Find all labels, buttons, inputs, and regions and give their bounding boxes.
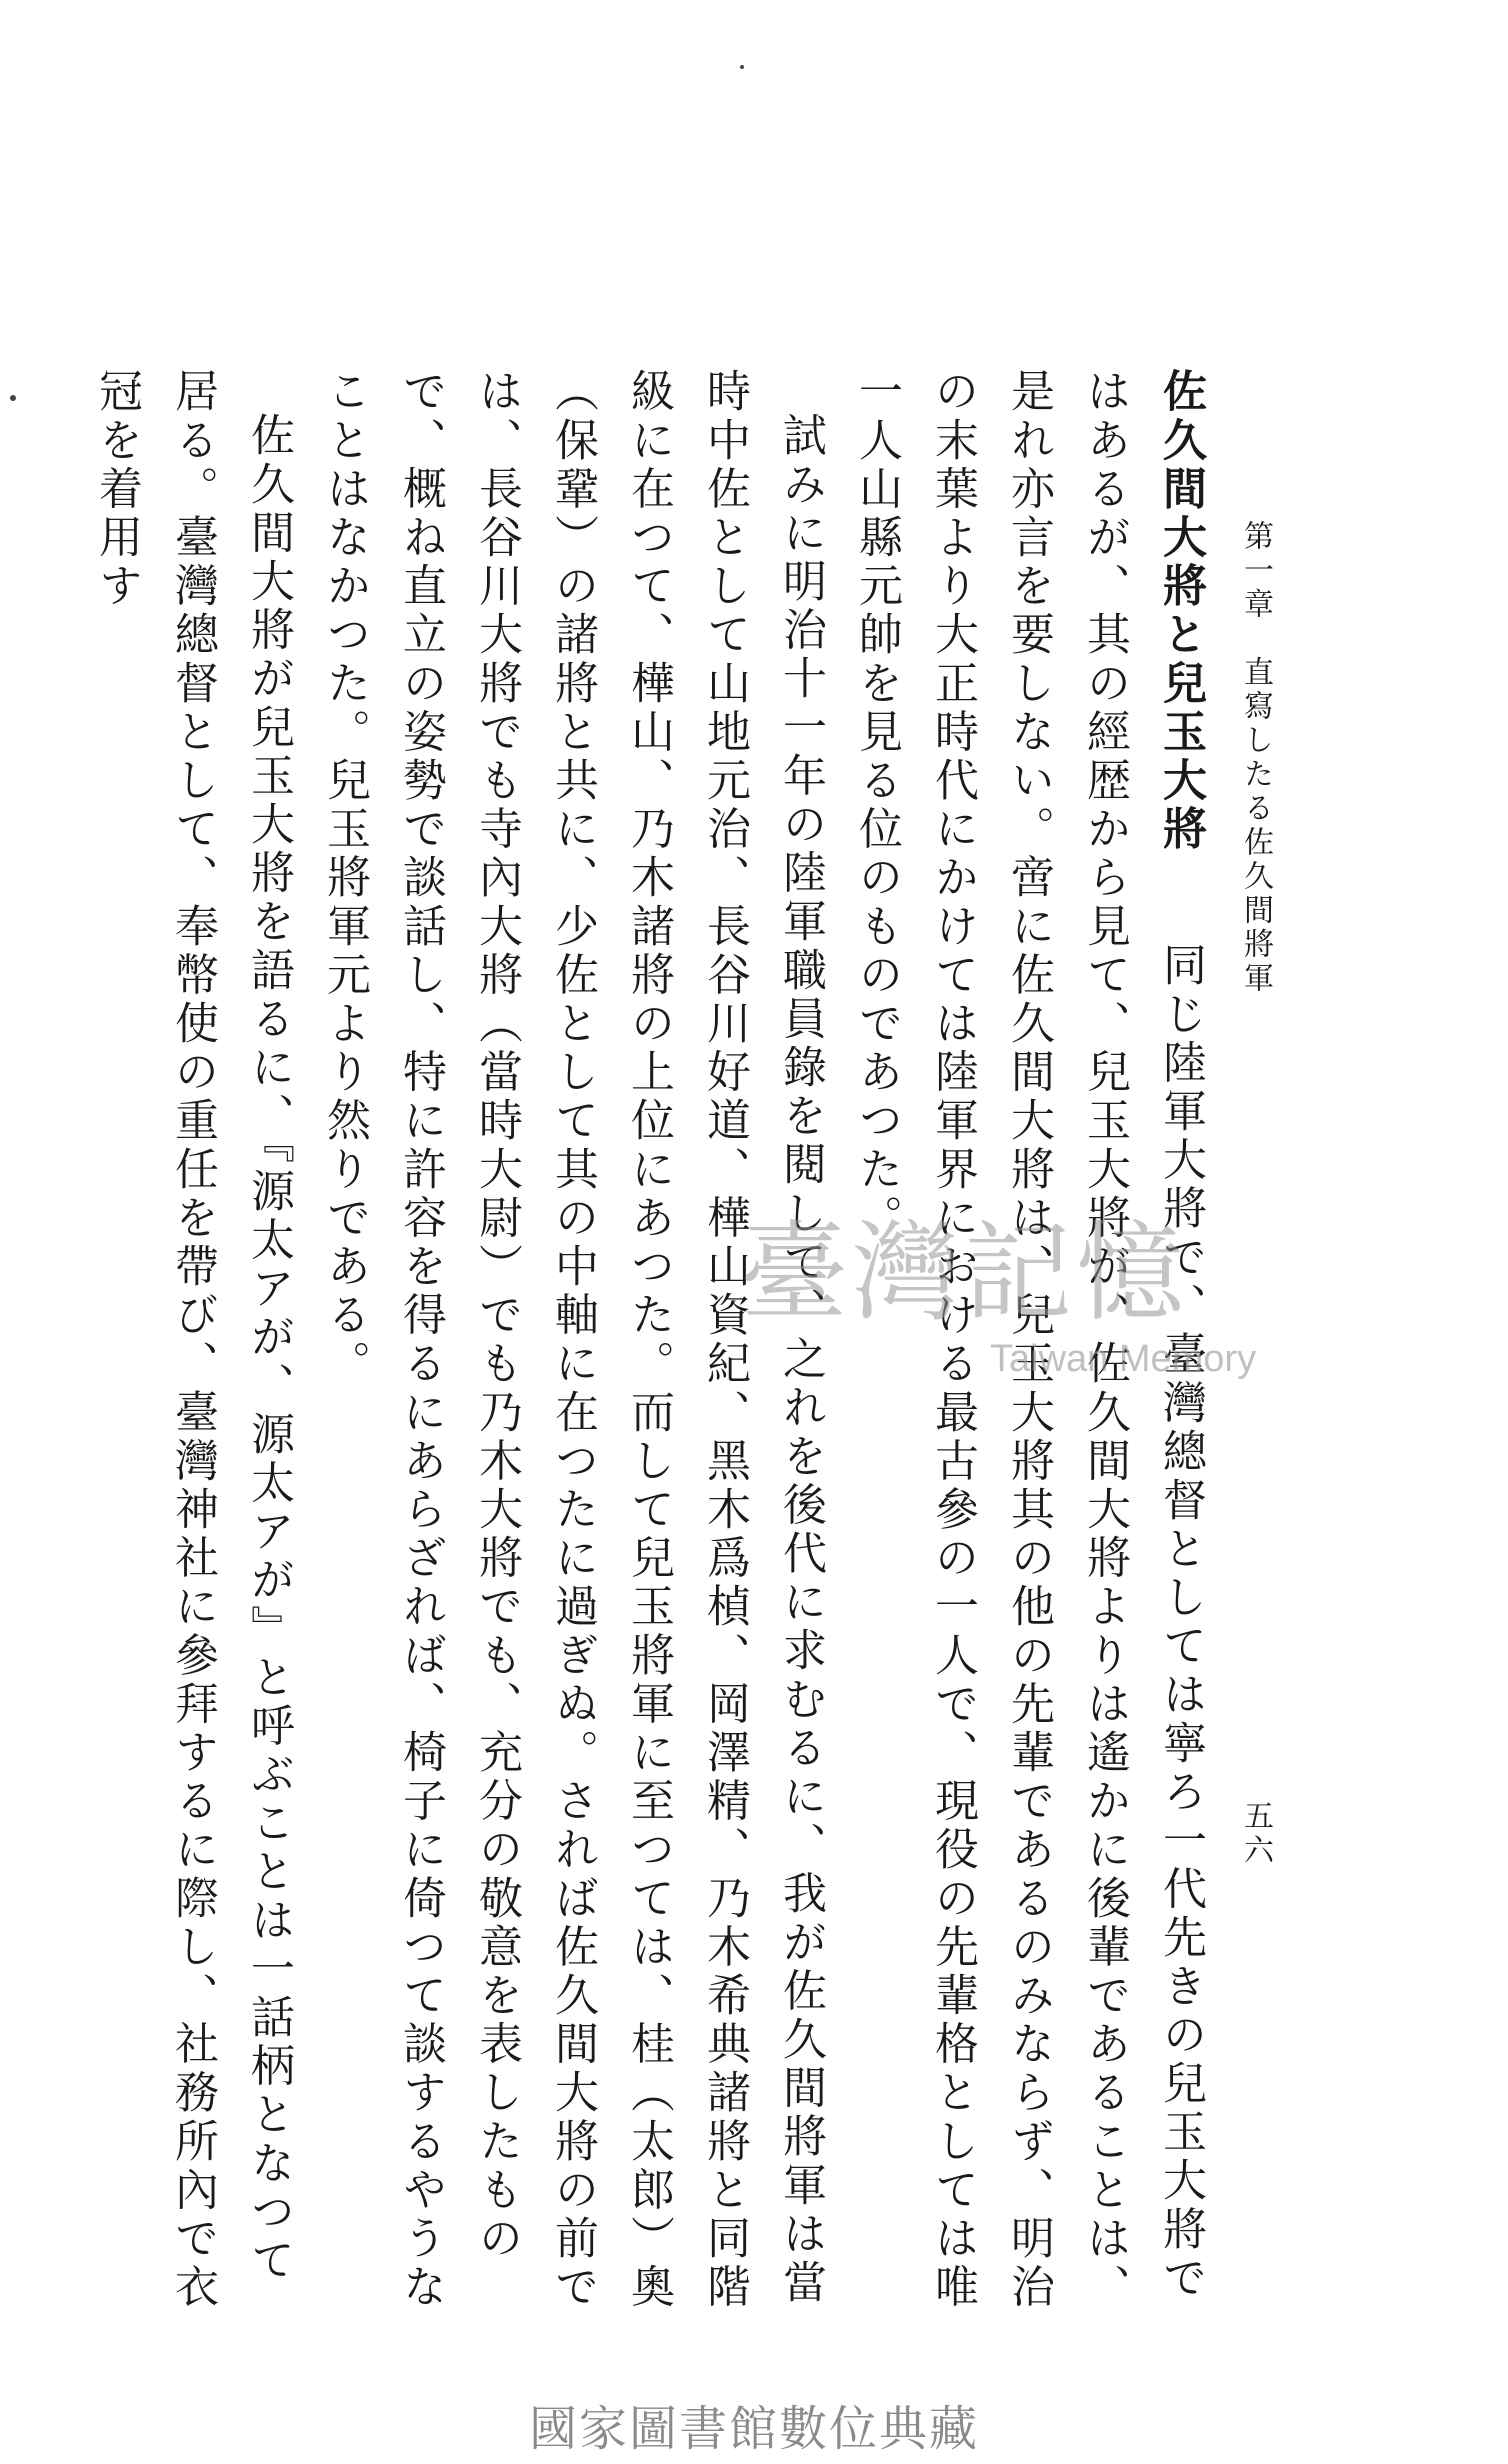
section-heading: 佐久間大將と兒玉大將 xyxy=(1155,368,1206,854)
watermark-subtext: Taiwan Memory xyxy=(990,1338,1257,1380)
running-head: 第一章 直寫したる佐久間將軍 xyxy=(1238,520,1273,996)
paragraph-1 xyxy=(838,368,1218,2328)
footer-archive-label: 國家圖書館數位典藏 xyxy=(528,2401,979,2457)
scan-speck xyxy=(10,395,16,401)
scan-speck xyxy=(740,65,744,69)
paragraph-2: 試みに明治十一年の陸軍職員錄を閱して、之れを後代に求むるに、我が佐久間將軍は當時中佐として山地元治、長谷川好道、樺山資紀、黑木爲楨、岡澤精、乃木希典諸將と同階級に在つて、樺山、乃木諸將の上位にあつた。而して兒玉將軍に至つては、桂（太郎）奧（保鞏）の諸將と共に、少佐として其の中軸に在つたに過ぎぬ。されば佐久間大將の前では、長谷川大將でも寺內大將（當時大尉）でも乃木大將でも、充分の敬意を表したもので、概ね直立の姿勢で談話し、特に許容を得るにあらざれば、椅子に倚つて談するやうなことはなかつた。兒玉將軍元より然りである。 xyxy=(319,368,826,2312)
body-text xyxy=(91,368,1218,2328)
paragraph-1-text: 同じ陸軍大將で、臺灣總督としては寧ろ一代先きの兒玉大將ではあるが、其の經歴から見て、兒玉大將が、佐久間大將よりは遙かに後輩であることは、是れ亦言を要しない。啻に佐久間大將は、兒玉大將其の他の先輩であるのみならず、明治の末葉より大正時代にかけては陸軍界における最古參の一人で、現役の先輩格としては唯一人山縣元帥を見る位のものであつた。 xyxy=(851,368,1206,2312)
watermark-text: 臺灣記憶 xyxy=(740,1211,1189,1336)
page-number: 五六 xyxy=(1238,1800,1273,1868)
paragraph-3: 佐久間大將が兒玉大將を語るに、『源太アが、源太アが』と呼ぶことは一話柄となつて居る。臺灣總督として、奉幣使の重任を帶び、臺灣神社に參拜するに際し、社務所內で衣冠を着用す xyxy=(91,368,294,2312)
